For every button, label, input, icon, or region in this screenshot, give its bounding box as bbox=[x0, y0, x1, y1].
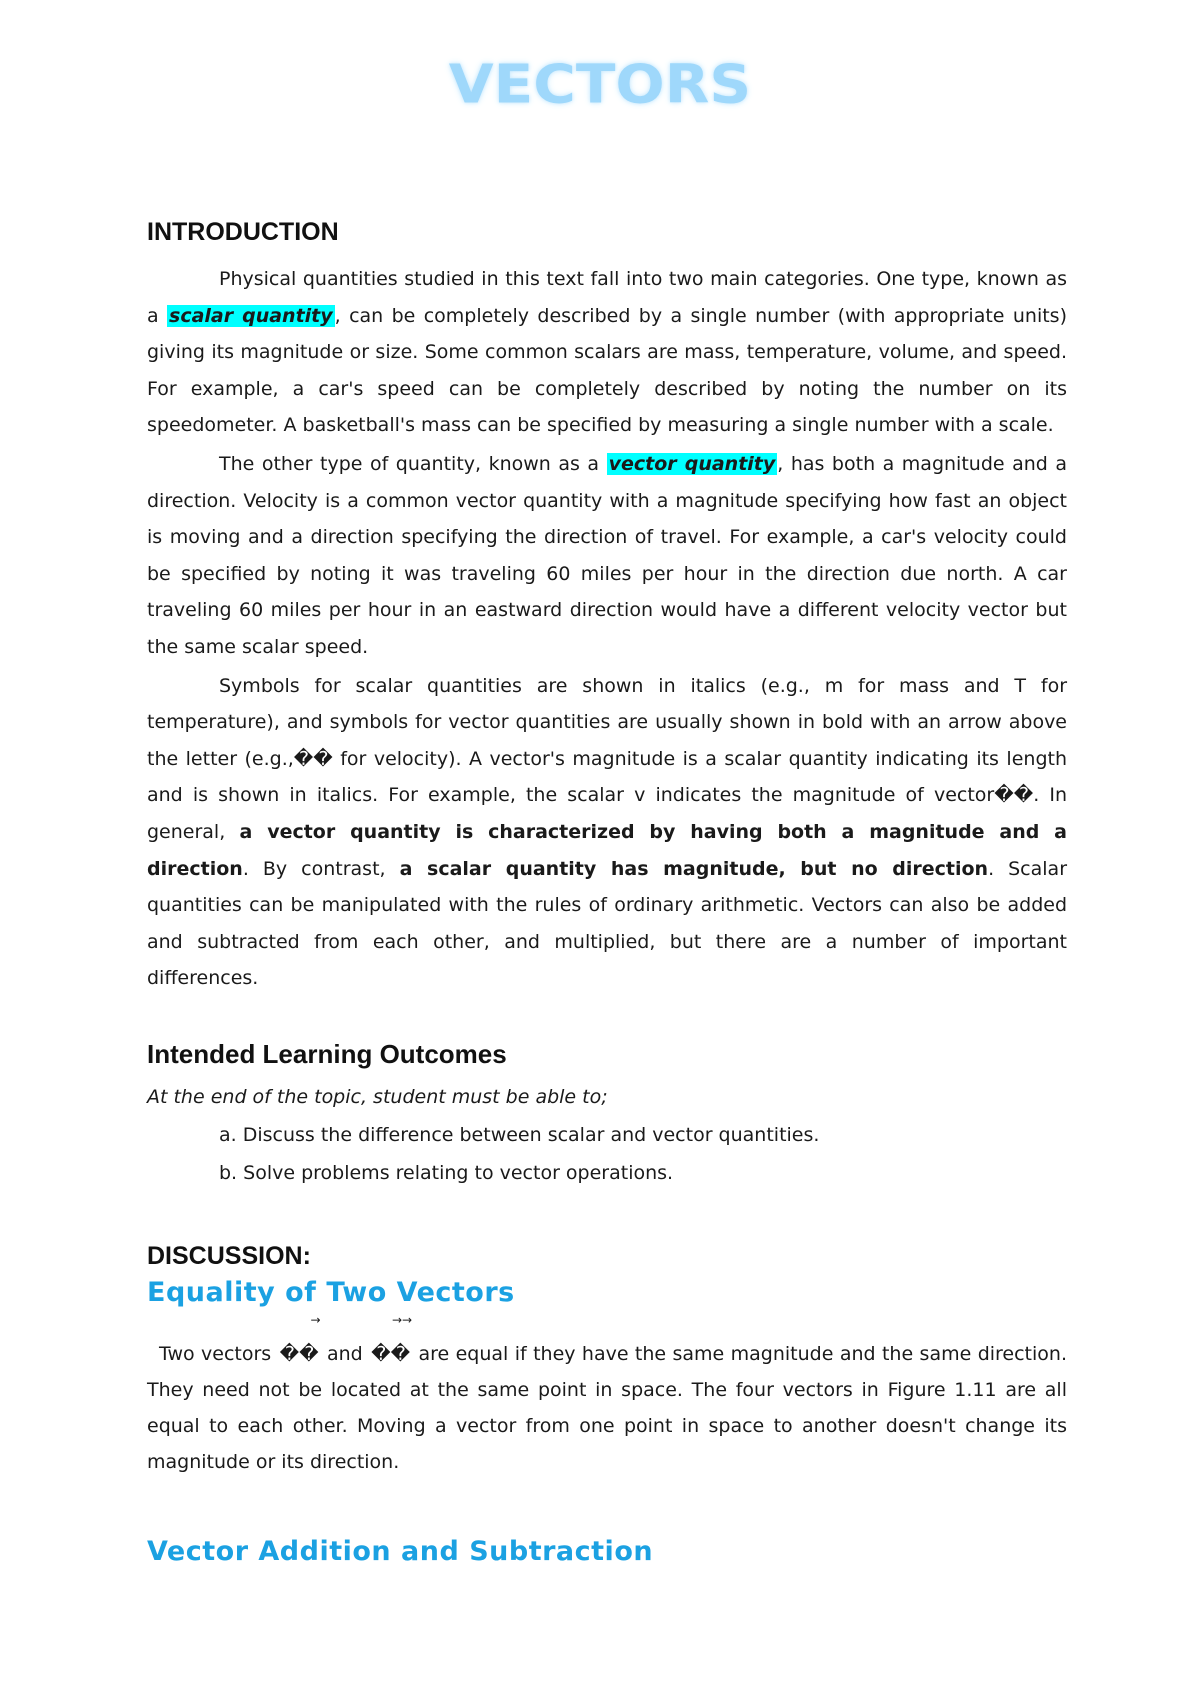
vector-glyph: �� bbox=[279, 1342, 319, 1365]
paragraph-text: , has both a magnitude and a direction. Velocity is a common vector quantity with a magnitude specifying how fast an object is moving and a direction specifying the direction of travel. For example, a car's velocity could be specified by noting it was traveling 60 miles per hour in the direction due north. A car traveling 60 miles per hour in an eastward direction would have a different velocity vector but the same scalar speed. bbox=[147, 452, 1068, 658]
paragraph-text: and bbox=[320, 1342, 370, 1365]
paragraph-text: Symbols for scalar quantities are shown in italics (e.g., m for mass and T for temperature), and symbols for vector quantities are usually shown in bold with an arrow above the letter (e.g.,�� for velocity). A vector's magnitude is a scalar quantity indicating its length and is shown in italics. For example, the scalar v indicates the magnitude of vector��. In general, bbox=[147, 674, 1067, 843]
vector-arrow-icon: → bbox=[310, 1312, 321, 1327]
document-content bbox=[147, 218, 1067, 1567]
intro-paragraph-1 bbox=[147, 261, 1067, 444]
paragraph-text: are equal if they have the same magnitude and the same direction. They need not be located at the same point in space. The four vectors in Figure 1.11 are all equal to each other. Moving a vector from one point in space to another doesn't change its magnitude or its direction. bbox=[147, 1342, 1067, 1473]
learning-outcome-item: b. Solve problems relating to vector operations. bbox=[219, 1161, 674, 1184]
vector-glyph: �� bbox=[371, 1342, 411, 1365]
learning-outcome-item: a. Discuss the difference between scalar and vector quantities. bbox=[219, 1123, 820, 1146]
paragraph-text: , can be completely described by a single number (with appropriate units) giving its magnitude or size. Some common scalars are mass, temperature, volume, and speed. For example, a car's speed can be completely described by noting the number on its speedometer. A basketball's mass can be specified by measuring a single number with a scale. bbox=[147, 304, 1067, 437]
intro-paragraph-2 bbox=[147, 446, 1067, 666]
vector-quantity-highlight: vector quantity bbox=[608, 452, 776, 475]
introduction-heading: INTRODUCTION bbox=[147, 218, 339, 246]
learning-outcomes-heading: Intended Learning Outcomes bbox=[147, 1038, 507, 1069]
paragraph-text: Two vectors bbox=[159, 1342, 278, 1365]
scalar-definition-bold: a scalar quantity has magnitude, but no direction bbox=[399, 857, 989, 880]
vector-addition-heading: Vector Addition and Subtraction bbox=[147, 1535, 654, 1567]
equality-paragraph bbox=[147, 1312, 1067, 1480]
scalar-quantity-highlight: scalar quantity bbox=[169, 304, 333, 327]
intro-paragraph-3 bbox=[147, 668, 1067, 997]
paragraph-text: Physical quantities studied in this text fall into two main categories. One type, known as a bbox=[147, 268, 1067, 327]
paragraph-text: The other type of quantity, known as a bbox=[219, 452, 607, 475]
discussion-heading: DISCUSSION: bbox=[147, 1241, 311, 1270]
vector-arrow-icon: →→ bbox=[391, 1312, 413, 1327]
paragraph-text: . By contrast, bbox=[242, 857, 400, 880]
vector-definition-bold: a vector quantity is characterized by having both a magnitude and a direction bbox=[147, 820, 1068, 880]
page-title: VECTORS bbox=[448, 52, 752, 116]
vector-symbol-1 bbox=[278, 1312, 321, 1372]
vector-symbol-2 bbox=[369, 1312, 413, 1372]
equality-heading: Equality of Two Vectors bbox=[147, 1276, 515, 1308]
paragraph-text: . Scalar quantities can be manipulated with the rules of ordinary arithmetic. Vectors can also be added and subtracted from each other, and multiplied, but there are a number of important differences. bbox=[147, 857, 1068, 990]
learning-outcomes-intro: At the end of the topic, student must be able to; bbox=[147, 1085, 608, 1108]
